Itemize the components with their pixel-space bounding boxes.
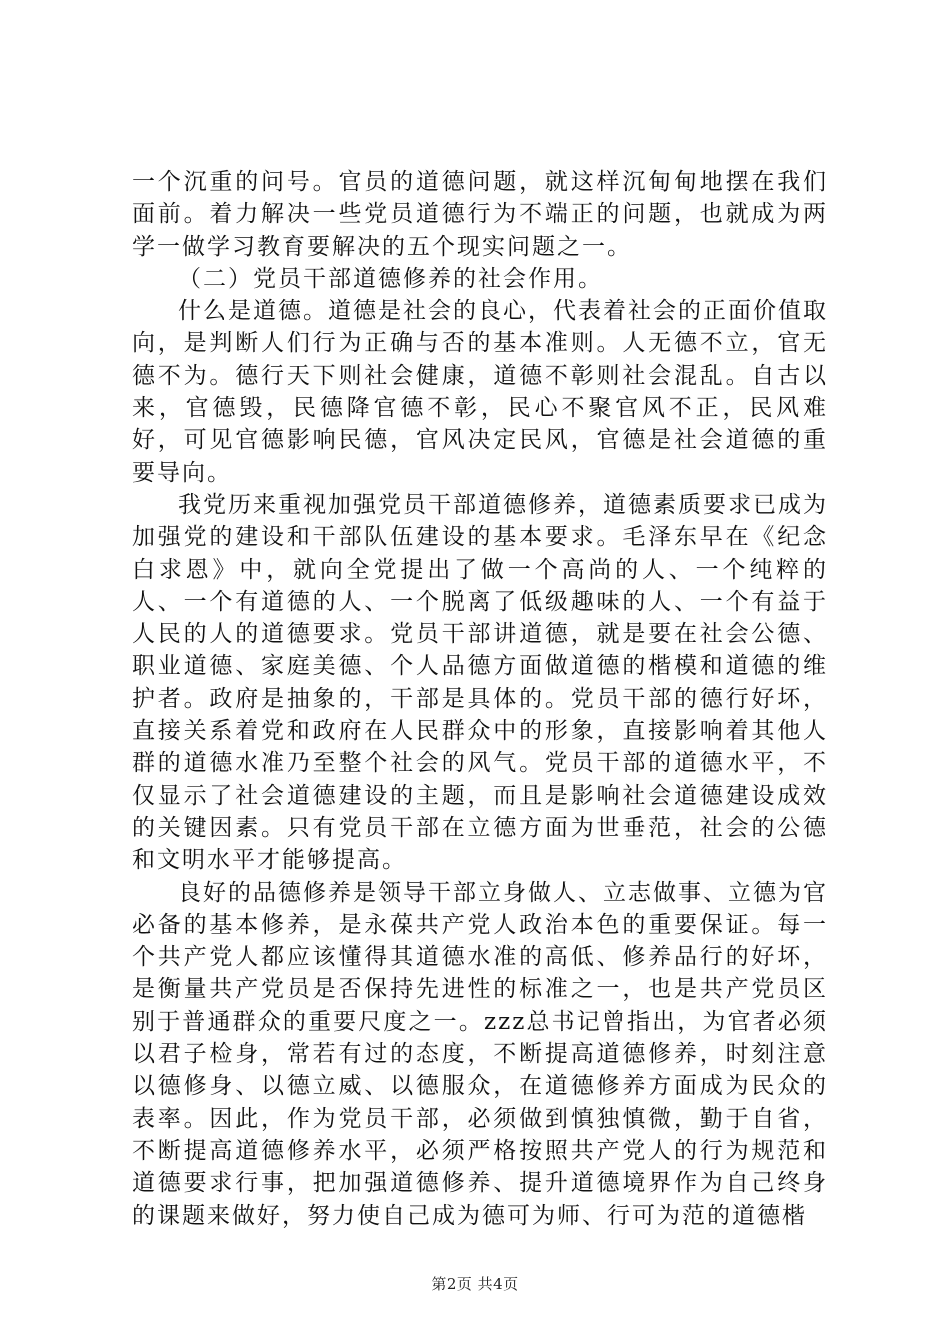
paragraph-good-character: 良好的品德修养是领导干部立身做人、立志做事、立德为官必备的基本修养，是永葆共产党人政治本色的重要保证。每一个共产党人都应该懂得其道德水准的高低、修养品行的好坏，是衡量共产党员是否保持先进性的标准之一，也是共产党员区别于普通群众的重要尺度之一。zzz总书记曾指出，为官者必须以君子检身，常若有过的态度，不断提高道德修养，时刻注意以德修身、以德立威、以德服众，在道德修养方面成为民众的表率。因此，作为党员干部，必须做到慎独慎微，勤于自省，不断提高道德修养水平，必须严格按照共产党人的行为规范和道德要求行事，把加强道德修养、提升道德境界作为自己终身的课题来做好，努力使自己成为德可为师、行可为范的道德楷 bbox=[132, 879, 828, 1229]
paragraph-what-is-morality: 什么是道德。道德是社会的良心，代表着社会的正面价值取向，是判断人们行为正确与否的基本准则。人无德不立，官无德不为。德行天下则社会健康，道德不彰则社会混乱。自古以来，官德毁，民德降官德不彰，民心不聚官风不正，民风难好，可见官德影响民德，官风决定民风，官德是社会道德的重要导向。 bbox=[132, 298, 828, 486]
section-heading: （二）党员干部道德修养的社会作用。 bbox=[178, 265, 603, 292]
document-body bbox=[132, 166, 828, 1232]
page-footer: 第2页 共4页 bbox=[431, 1275, 519, 1293]
paragraph-continuation: 一个沉重的问号。官员的道德问题，就这样沉甸甸地摆在我们面前。着力解决一些党员道德行为不端正的问题，也就成为两学一做学习教育要解决的五个现实问题之一。 bbox=[132, 169, 828, 260]
paragraph-party-moral-cultivation: 我党历来重视加强党员干部道德修养，道德素质要求已成为加强党的建设和干部队伍建设的基本要求。毛泽东早在《纪念白求恩》中，就向全党提出了做一个高尚的人、一个纯粹的人、一个有道德的人、一个脱离了低级趣味的人、一个有益于人民的人的道德要求。党员干部讲道德，就是要在社会公德、职业道德、家庭美德、个人品德方面做道德的楷模和道德的维护者。政府是抽象的，干部是具体的。党员干部的德行好坏，直接关系着党和政府在人民群众中的形象，直接影响着其他人群的道德水准乃至整个社会的风气。党员干部的道德水平，不仅显示了社会道德建设的主题，而且是影响社会道德建设成效的关键因素。只有党员干部在立德方面为世垂范，社会的公德和文明水平才能够提高。 bbox=[132, 491, 828, 874]
